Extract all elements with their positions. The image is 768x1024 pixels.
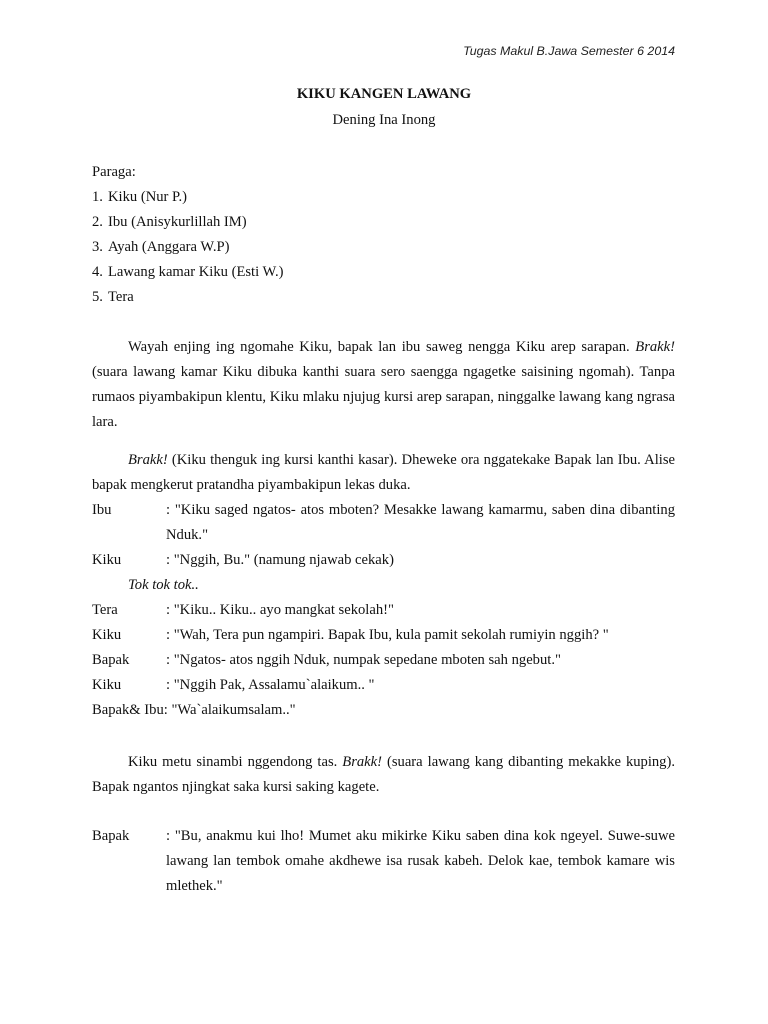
speaker-name: Kiku <box>92 677 122 693</box>
sound-effect: Brakk! <box>342 754 382 770</box>
dialog-line <box>92 623 675 648</box>
narration-paragraph-3 <box>92 750 675 800</box>
narration-text: Kiku metu sinambi nggendong tas. <box>128 754 343 770</box>
speech-text: : "Kiku saged ngatos- atos mboten? Mesakke lawang kamarmu, saben dina dibanting Nduk." <box>166 502 675 543</box>
speaker-name: Ibu <box>92 502 112 518</box>
cast-item-number: 2. <box>92 214 103 230</box>
speech-text: : "Nggih, Bu." (namung njawab cekak) <box>166 552 394 568</box>
cast-item-text: Ibu (Anisykurlillah IM) <box>108 214 247 230</box>
cast-label: Paraga: <box>92 164 136 180</box>
sound-effect: Brakk! <box>635 339 675 355</box>
cast-item <box>92 285 675 310</box>
cast-section <box>92 160 675 310</box>
cast-item <box>92 185 675 210</box>
scene-section-1 <box>92 448 675 723</box>
speech-text: : "Kiku.. Kiku.. ayo mangkat sekolah!" <box>166 602 394 618</box>
cast-item-number: 4. <box>92 264 103 280</box>
cast-item <box>92 235 675 260</box>
dialog-line <box>92 824 675 899</box>
speaker-name: Kiku <box>92 552 122 568</box>
document-author: Dening Ina Inong <box>332 112 436 128</box>
dialog-line <box>92 648 675 673</box>
dialog-line <box>92 548 675 573</box>
narration-text: (suara lawang kamar Kiku dibuka kanthi suara sero saengga ngagetke saisining ngomah). Tanpa rumaos piyambakipun klentu, Kiku mlaku njujug kursi arep sarapan, ninggalke lawang kang ngrasa lara. <box>92 364 675 430</box>
header-note: Tugas Makul B.Jawa Semester 6 2014 <box>463 44 675 58</box>
cast-item-text: Lawang kamar Kiku (Esti W.) <box>108 264 284 280</box>
narration-paragraph-1 <box>92 335 675 435</box>
speech-text: : "Wah, Tera pun ngampiri. Bapak Ibu, kula pamit sekolah rumiyin nggih? " <box>166 627 609 643</box>
dialog-line <box>92 598 675 623</box>
cast-item-text: Ayah (Anggara W.P) <box>108 239 230 255</box>
cast-item-number: 5. <box>92 289 103 305</box>
cast-item-number: 3. <box>92 239 103 255</box>
speaker-name: Tera <box>92 602 118 618</box>
document-title: KIKU KANGEN LAWANG <box>296 86 472 102</box>
speech-text: : "Bu, anakmu kui lho! Mumet aku mikirke Kiku saben dina kok ngeyel. Suwe-suwe lawang lan tembok omahe akdhewe isa rusak kabeh. Delok kae, tembok kamare wis mlethek." <box>166 828 675 894</box>
speaker-name: Bapak <box>92 652 130 668</box>
dialog-line-joint: Bapak& Ibu: "Wa`alaikumsalam.." <box>92 702 296 718</box>
narration-text: Wayah enjing ing ngomahe Kiku, bapak lan ibu saweg nengga Kiku arep sarapan. <box>128 339 636 355</box>
cast-item-number: 1. <box>92 189 103 205</box>
speech-text: : "Nggih Pak, Assalamu`alaikum.. " <box>166 677 375 693</box>
dialog-line <box>92 498 675 548</box>
sound-effect: Brakk! <box>128 452 168 468</box>
cast-item <box>92 260 675 285</box>
narration-paragraph-2 <box>92 448 675 498</box>
speaker-name: Kiku <box>92 627 122 643</box>
sound-effect-knock: Tok tok tok.. <box>128 577 199 593</box>
cast-item-text: Tera <box>108 289 134 305</box>
cast-item-text: Kiku (Nur P.) <box>108 189 188 205</box>
speaker-name: Bapak <box>92 828 130 844</box>
speech-text: : "Ngatos- atos nggih Nduk, numpak sepedane mboten sah ngebut." <box>166 652 561 668</box>
narration-text: (Kiku thenguk ing kursi kanthi kasar). Dheweke ora nggatekake Bapak lan Ibu. Alise bapak mengkerut pratandha piyambakipun lekas duka. <box>92 452 675 493</box>
scene-section-2 <box>92 824 675 899</box>
narration-text: (suara lawang kang dibanting mekakke kuping). Bapak ngantos njingkat saka kursi saking kagete. <box>92 754 675 795</box>
dialog-line <box>92 673 675 698</box>
cast-item <box>92 210 675 235</box>
